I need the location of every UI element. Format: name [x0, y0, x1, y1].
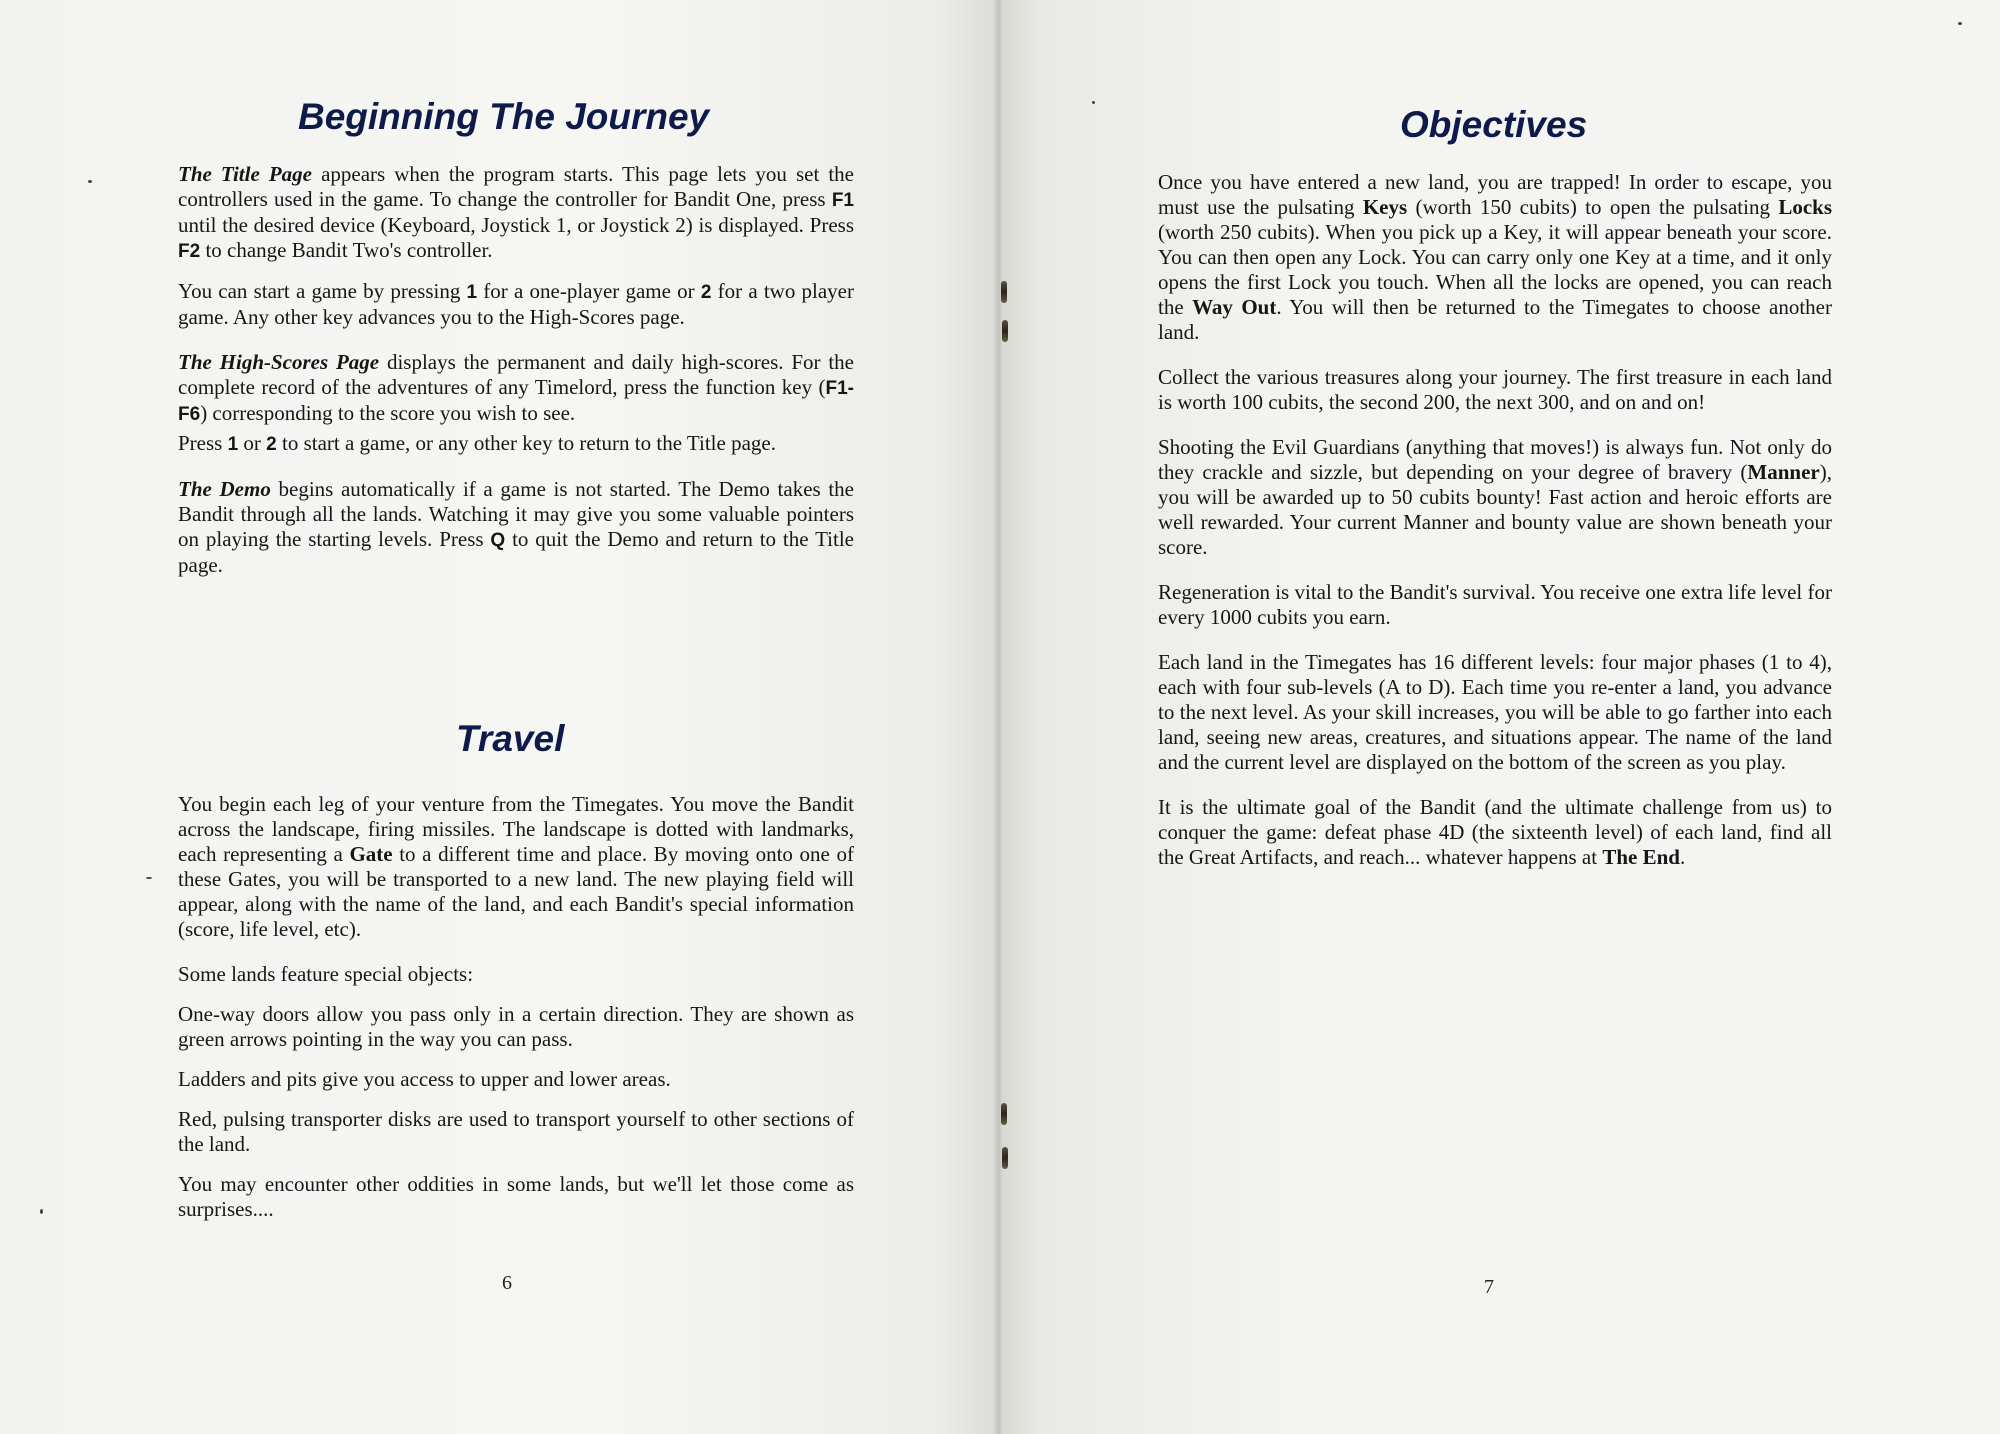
- left-column-top: [178, 162, 854, 593]
- left-column-bottom: [178, 792, 854, 1237]
- right-page: [998, 0, 2000, 1434]
- special-objects-paragraph: Some lands feature special objects:: [178, 962, 474, 986]
- treasures-paragraph: Collect the various treasures along your journey. The first treasure in each land is worth 100 cubits, the second 200, the next 300, and on and on!: [1158, 365, 1832, 414]
- staple: [1002, 1147, 1008, 1169]
- objectives-heading: Objectives: [1400, 104, 1588, 145]
- start-game-paragraph: You can start a game by pressing 1 for a one-player game or 2 for a two player game. Any other key advances you to the High-Scores page.: [178, 279, 855, 329]
- speck-mark: [1958, 22, 1962, 25]
- staple: [1001, 281, 1007, 303]
- speck-mark: [1092, 101, 1095, 104]
- transporter-paragraph: Red, pulsing transporter disks are used to transport yourself to other sections of the land.: [178, 1107, 854, 1156]
- oddities-paragraph: You may encounter other oddities in some lands, but we'll let those come as surprises....: [178, 1172, 854, 1221]
- press-start-paragraph: Press 1 or 2 to start a game, or any other key to return to the Title page.: [178, 431, 776, 455]
- page-number: 7: [1484, 1276, 1494, 1298]
- beginning-journey-heading: Beginning The Journey: [298, 96, 710, 137]
- high-scores-paragraph: The High-Scores Page displays the permanent and daily high-scores. For the complete record of the adventures of any Timelord, press the function key (F1-F6) corresponding to the score you wish to see.: [178, 350, 854, 425]
- speck-mark: [88, 180, 92, 183]
- staple: [1001, 1103, 1007, 1125]
- regeneration-paragraph: Regeneration is vital to the Bandit's survival. You receive one extra life level for every 1000 cubits you earn.: [1158, 580, 1832, 629]
- levels-paragraph: Each land in the Timegates has 16 different levels: four major phases (1 to 4), each with four sub-levels (A to D). Each time you re-enter a land, you advance to the next level. As your skill increases, you will be able to go farther into each land, seeing new areas, creatures, and situations appear. The name of the land and the current level are displayed on the bottom of the screen as you play.: [1158, 650, 1832, 774]
- one-way-doors-paragraph: One-way doors allow you pass only in a certain direction. They are shown as green arrows pointing in the way you can pass.: [178, 1002, 854, 1051]
- travel-paragraph: You begin each leg of your venture from the Timegates. You move the Bandit across the landscape, firing missiles. The landscape is dotted with landmarks, each representing a Gate to a different time and place. By moving onto one of these Gates, you will be transported to a new land. The new playing field will appear, along with the name of the land, and each Bandit's special information (score, life level, etc).: [178, 792, 854, 941]
- keys-locks-paragraph: Once you have entered a new land, you are trapped! In order to escape, you must use the pulsating Keys (worth 150 cubits) to open the pulsating Locks (worth 250 cubits). When you pick up a Key, it will appear beneath your score. You can then open any Lock. You can carry only one Key at a time, and it only opens the first Lock you touch. When all the locks are opened, you can reach the Way Out. You will then be returned to the Timegates to choose another land.: [1158, 170, 1832, 344]
- title-page-paragraph: The Title Page appears when the program starts. This page lets you set the controllers used in the game. To change the controller for Bandit One, press F1 until the desired device (Keyboard, Joystick 1, or Joystick 2) is displayed. Press F2 to change Bandit Two's controller.: [178, 162, 854, 262]
- staple: [1002, 320, 1008, 342]
- guardians-paragraph: Shooting the Evil Guardians (anything that moves!) is always fun. Not only do they crackle and sizzle, but depending on your degree of bravery (Manner), you will be awarded up to 50 cubits bounty! Fast action and heroic efforts are well rewarded. Your current Manner and bounty value are shown beneath your score.: [1158, 435, 1832, 559]
- demo-paragraph: The Demo begins automatically if a game is not started. The Demo takes the Bandit through all the lands. Watching it may give you some valuable pointers on playing the starting levels. Press Q to quit the Demo and return to the Title page.: [178, 477, 855, 577]
- travel-heading: Travel: [456, 718, 565, 759]
- speck-mark: [40, 1209, 43, 1214]
- page-number: 6: [502, 1272, 512, 1294]
- right-column: [1158, 170, 1832, 885]
- ladders-paragraph: Ladders and pits give you access to upper and lower areas.: [178, 1067, 671, 1091]
- left-page: [0, 0, 998, 1434]
- speck-mark: [146, 877, 152, 879]
- ultimate-goal-paragraph: It is the ultimate goal of the Bandit (and the ultimate challenge from us) to conquer the game: defeat phase 4D (the sixteenth level) of each land, find all the Great Artifacts, and reach... whatever happens at The End.: [1158, 795, 1832, 869]
- book-gutter: [993, 0, 1003, 1434]
